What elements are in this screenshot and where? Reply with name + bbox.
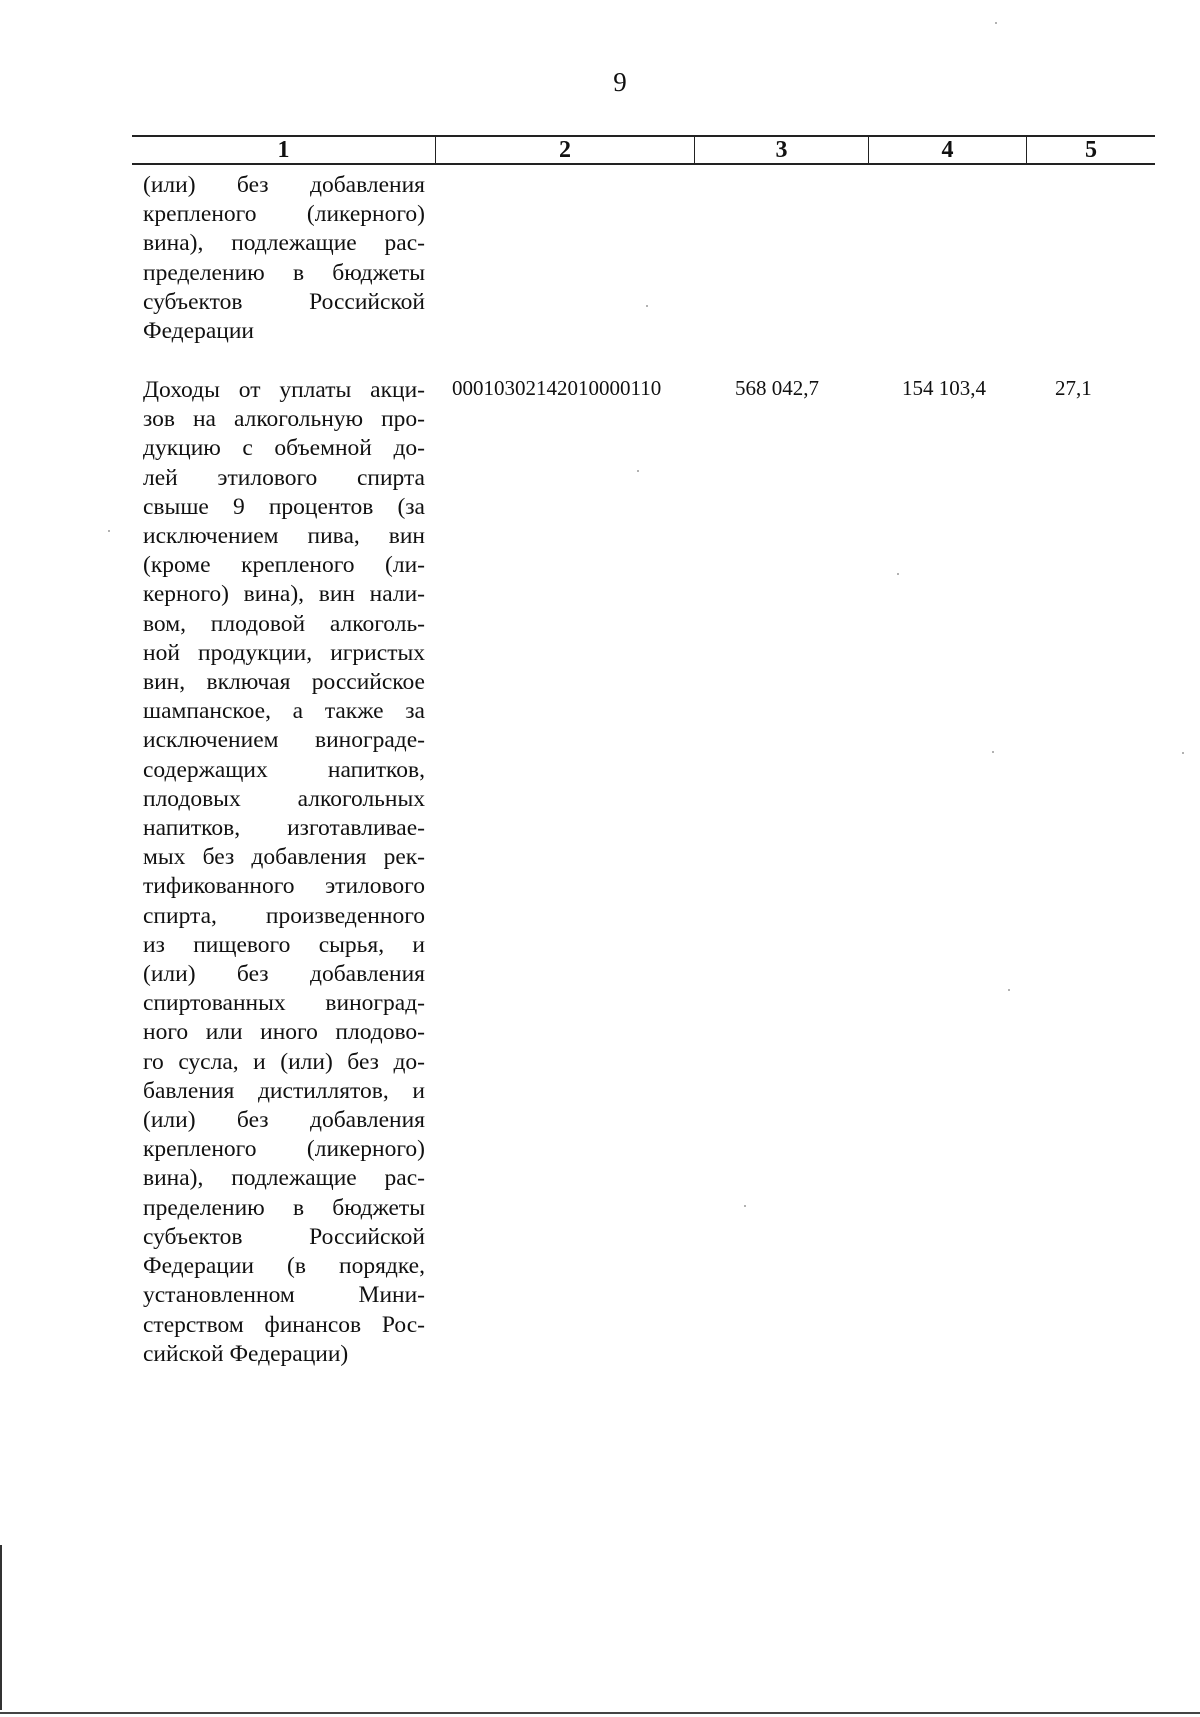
description-line: бавления дистиллятов, и bbox=[143, 1077, 425, 1104]
value-column-4: 154 103,4 bbox=[902, 376, 986, 400]
description-line: вом, плодовой алкоголь- bbox=[143, 610, 425, 637]
column-header-3: 3 bbox=[694, 137, 868, 163]
description-line: субъектов Российской bbox=[143, 288, 425, 315]
description-line: спиртованных виноград- bbox=[143, 990, 425, 1017]
description-line: Доходы от уплаты акци- bbox=[143, 377, 425, 403]
description-line: содержащих напитков, bbox=[143, 756, 425, 783]
scan-edge-mark bbox=[0, 1545, 2, 1710]
description-line: (или) без добавления bbox=[143, 1107, 425, 1134]
scan-speck bbox=[992, 751, 994, 753]
description-line: зов на алкогольную про- bbox=[143, 406, 425, 433]
description-line: стерством финансов Рос- bbox=[143, 1311, 425, 1338]
description-line: ной продукции, игристых bbox=[143, 639, 425, 666]
description-line: мых без добавления рек- bbox=[143, 844, 425, 871]
description-line: Федерации (в порядке, bbox=[143, 1253, 425, 1280]
description-line: ного или иного плодово- bbox=[143, 1019, 425, 1046]
description-line: исключением пива, вин bbox=[143, 523, 425, 550]
description-line: вина), подлежащие рас- bbox=[143, 1165, 425, 1192]
description-line: спирта, произведенного bbox=[143, 902, 425, 929]
description-line: керного) вина), вин нали- bbox=[143, 581, 425, 608]
budget-classification-code: 00010302142010000110 bbox=[452, 376, 662, 400]
column-header-5: 5 bbox=[1026, 137, 1155, 163]
scan-speck bbox=[1182, 752, 1184, 754]
table-header-row bbox=[132, 135, 1155, 165]
description-line: пределению в бюджеты bbox=[143, 259, 425, 286]
description-line: Федерации bbox=[143, 318, 254, 345]
scan-speck bbox=[897, 573, 899, 575]
description-line: установленном Мини- bbox=[143, 1282, 425, 1309]
description-line: дукцию с объемной до- bbox=[143, 435, 425, 462]
description-line: свыше 9 процентов (за bbox=[143, 493, 425, 520]
scan-speck bbox=[637, 470, 639, 472]
description-line: лей этилового спирта bbox=[143, 464, 425, 491]
column-header-1: 1 bbox=[277, 137, 290, 163]
description-line: (или) без добавления bbox=[143, 172, 425, 198]
description-line: тификованного этилового bbox=[143, 873, 425, 900]
page-number: 9 bbox=[613, 67, 627, 97]
description-line: сийской Федерации) bbox=[143, 1340, 349, 1367]
description-line: плодовых алкогольных bbox=[143, 785, 425, 812]
description-line: крепленого (ликерного) bbox=[143, 201, 425, 228]
scan-speck bbox=[646, 305, 648, 307]
table-row-description bbox=[143, 171, 425, 346]
table-row-description bbox=[143, 376, 425, 1369]
scan-speck bbox=[744, 1205, 746, 1207]
description-line: исключением винограде- bbox=[143, 727, 425, 754]
description-line: го сусла, и (или) без до- bbox=[143, 1048, 425, 1075]
description-line: вина), подлежащие рас- bbox=[143, 230, 425, 257]
value-column-5: 27,1 bbox=[1055, 376, 1092, 400]
column-header-4: 4 bbox=[868, 137, 1026, 163]
description-line: крепленого (ликерного) bbox=[143, 1136, 425, 1163]
description-line: (или) без добавления bbox=[143, 961, 425, 988]
description-line: напитков, изготавливае- bbox=[143, 815, 425, 842]
value-column-3: 568 042,7 bbox=[735, 376, 819, 400]
scan-speck bbox=[1008, 989, 1010, 991]
column-header-2: 2 bbox=[435, 137, 694, 163]
description-line: из пищевого сырья, и bbox=[143, 931, 425, 958]
description-line: пределению в бюджеты bbox=[143, 1194, 425, 1221]
description-line: субъектов Российской bbox=[143, 1223, 425, 1250]
description-line: шампанское, а также за bbox=[143, 698, 425, 725]
scan-bottom-edge bbox=[0, 1712, 1200, 1714]
description-line: (кроме крепленого (ли- bbox=[143, 552, 425, 579]
description-line: вин, включая российское bbox=[143, 669, 425, 696]
scan-speck bbox=[995, 22, 997, 24]
scan-speck bbox=[108, 530, 110, 532]
